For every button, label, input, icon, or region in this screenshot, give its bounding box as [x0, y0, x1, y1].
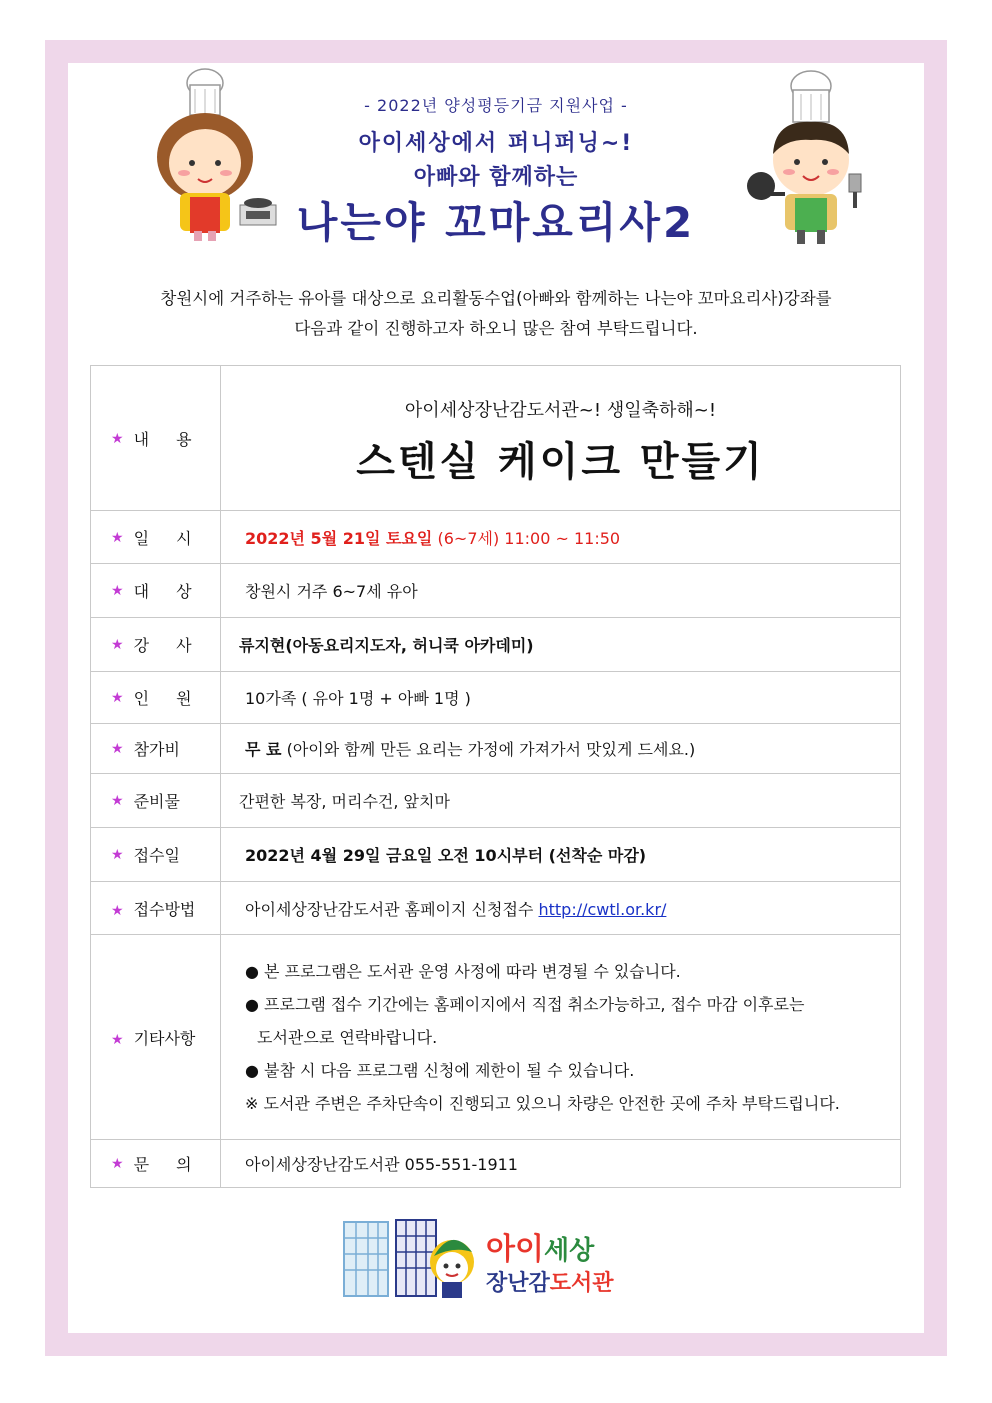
label-reception-date: ★ 접수일 — [91, 828, 221, 882]
note-item: 도서관으로 연락바랍니다. — [257, 1027, 438, 1047]
label-notes: ★ 기타사항 — [91, 935, 221, 1140]
intro-line-2: 다음과 같이 진행하고자 하오니 많은 참여 부탁드립니다. — [294, 319, 698, 338]
star-icon: ★ — [111, 583, 124, 599]
star-icon: ★ — [111, 430, 124, 447]
label-target: ★ 대 상 — [91, 564, 221, 618]
value-fee — [221, 724, 901, 774]
row-fee — [91, 724, 901, 774]
row-inquiry — [91, 1140, 901, 1188]
intro-line-1: 창원시에 거주하는 유아를 대상으로 요리활동수업(아빠와 함께하는 나는야 꼬마요리사)강좌를 — [160, 289, 832, 308]
library-logo-graphic — [342, 1216, 482, 1302]
value-reception-date: 2022년 4월 29일 금요일 오전 10시부터 (선착순 마감) — [221, 828, 901, 882]
reception-method-text: 아이세상장난감도서관 홈페이지 신청접수 — [245, 899, 534, 919]
note-item: ● 프로그램 접수 기간에는 홈페이지에서 직접 취소가능하고, 접수 마감 이후로는 — [245, 994, 805, 1014]
star-icon: ★ — [111, 902, 124, 919]
header-support-line: - 2022년 양성평등기금 지원사업 - — [364, 96, 628, 115]
event-date: 2022년 5월 21일 토요일 — [245, 528, 433, 548]
value-materials: 간편한 복장, 머리수건, 앞치마 — [221, 774, 901, 828]
fee-note: (아이와 함께 만든 요리는 가정에 가져가서 맛있게 드세요.) — [286, 740, 696, 759]
row-capacity — [91, 672, 901, 724]
row-reception-date — [91, 828, 901, 882]
header-slogan: 아이세상에서 퍼니퍼닝~! — [358, 131, 634, 156]
logo-doseogwan: 도서관 — [549, 1271, 614, 1296]
row-target — [91, 564, 901, 618]
star-icon: ★ — [111, 1031, 124, 1048]
content-title: 스텐실 케이크 만들기 — [356, 438, 765, 485]
logo-text-line-2 — [486, 1266, 614, 1297]
content-subtitle: 아이세상장난감도서관~! 생일축하해~! — [404, 399, 717, 421]
label-materials: ★ 준비물 — [91, 774, 221, 828]
label-capacity: ★ 인 원 — [91, 672, 221, 724]
event-age: (6~7세) — [437, 528, 500, 548]
label-inquiry: ★ 문 의 — [91, 1140, 221, 1188]
value-target: 창원시 거주 6~7세 유아 — [221, 564, 901, 618]
row-notes — [91, 935, 901, 1140]
label-reception-method: ★ 접수방법 — [91, 882, 221, 935]
fee-free: 무 료 — [245, 740, 282, 759]
page-title: 나는야 꼬마요리사2 — [296, 198, 696, 247]
row-datetime — [91, 511, 901, 564]
event-time: 11:00 ~ 11:50 — [504, 528, 621, 548]
row-reception-method — [91, 882, 901, 935]
logo-sesang: 세상 — [543, 1236, 595, 1266]
logo-ai: 아이 — [486, 1232, 544, 1267]
program-info-table — [90, 365, 901, 1188]
value-notes — [221, 935, 901, 1140]
star-icon: ★ — [111, 637, 124, 653]
note-item: ※ 도서관 주변은 주차단속이 진행되고 있으니 차량은 안전한 곳에 주차 부탁드립니다. — [245, 1093, 840, 1113]
header-with-dad: 아빠와 함께하는 — [413, 165, 579, 190]
row-content — [91, 366, 901, 511]
value-datetime — [221, 511, 901, 564]
label-instructor: ★ 강 사 — [91, 618, 221, 672]
label-fee: ★ 참가비 — [91, 724, 221, 774]
logo-jangnangam: 장난감 — [486, 1271, 550, 1296]
notes-list — [245, 955, 899, 1120]
value-reception-method — [221, 882, 901, 935]
value-content — [221, 366, 901, 511]
row-materials — [91, 774, 901, 828]
star-icon: ★ — [111, 793, 124, 809]
note-item: ● 본 프로그램은 도서관 운영 사정에 따라 변경될 수 있습니다. — [245, 961, 681, 981]
star-icon: ★ — [111, 741, 124, 757]
intro-paragraph — [100, 284, 892, 344]
star-icon: ★ — [111, 847, 124, 863]
star-icon: ★ — [111, 1156, 124, 1172]
value-instructor: 류지현(아동요리지도자, 허니쿡 아카데미) — [221, 618, 901, 672]
value-capacity: 10가족 ( 유아 1명 + 아빠 1명 ) — [221, 672, 901, 724]
label-content: ★ 내 용 — [91, 366, 221, 511]
star-icon: ★ — [111, 529, 124, 546]
value-inquiry: 아이세상장난감도서관 055-551-1911 — [221, 1140, 901, 1188]
star-icon: ★ — [111, 690, 124, 706]
homepage-link[interactable]: http://cwtl.or.kr/ — [538, 899, 667, 919]
row-instructor — [91, 618, 901, 672]
label-datetime: ★ 일 시 — [91, 511, 221, 564]
note-item: ● 불참 시 다음 프로그램 신청에 제한이 될 수 있습니다. — [245, 1060, 635, 1080]
logo-text-line-1 — [486, 1224, 594, 1268]
